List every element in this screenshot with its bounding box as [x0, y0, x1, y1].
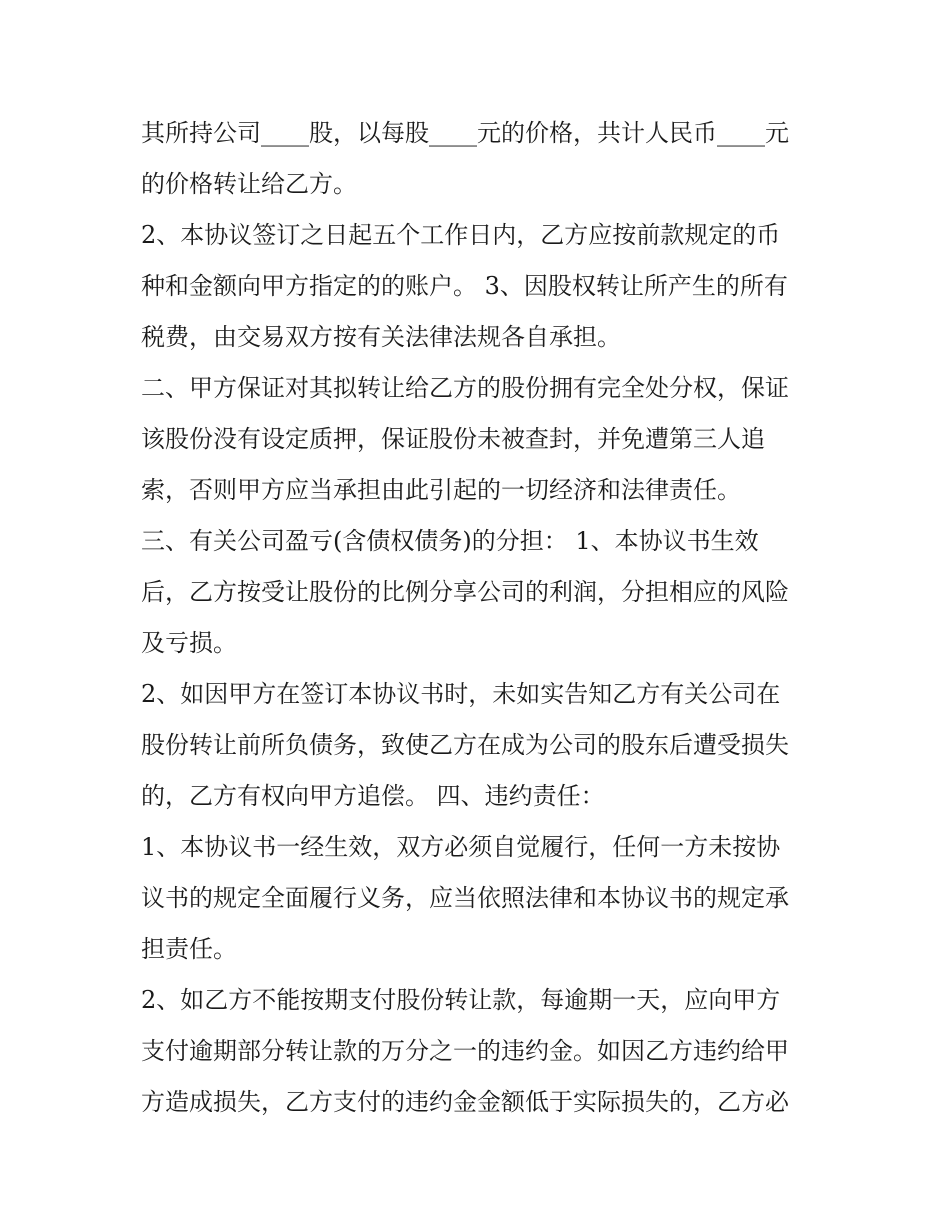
document-body: [141, 108, 821, 1128]
text-line: 的，乙方有权向甲方追偿。 四、违约责任：: [141, 782, 605, 810]
text-line: 担责任。: [141, 935, 237, 963]
text-line: 其所持公司____股，以每股____元的价格，共计人民币____元: [141, 119, 789, 147]
text-line: 2、如乙方不能按期支付股份转让款，每逾期一天，应向甲方: [141, 986, 781, 1014]
text-line: 的价格转让给乙方。: [141, 170, 357, 198]
text-line: 支付逾期部分转让款的万分之一的违约金。如因乙方违约给甲: [141, 1037, 789, 1065]
text-line: 索，否则甲方应当承担由此引起的一切经济和法律责任。: [141, 476, 741, 504]
text-line: 股份转让前所负债务，致使乙方在成为公司的股东后遭受损失: [141, 731, 789, 759]
text-line: 种和金额向甲方指定的的账户。 3、因股权转让所产生的所有: [141, 272, 788, 300]
text-line: 2、本协议签订之日起五个工作日内，乙方应按前款规定的币: [141, 221, 781, 249]
text-line: 及亏损。: [141, 629, 237, 657]
text-line: 二、甲方保证对其拟转让给乙方的股份拥有完全处分权，保证: [141, 374, 789, 402]
text-line: 税费，由交易双方按有关法律法规各自承担。: [141, 323, 621, 351]
text-line: 后，乙方按受让股份的比例分享公司的利润，分担相应的风险: [141, 578, 789, 606]
text-line: 三、有关公司盈亏(含债权债务)的分担： 1、本协议书生效: [141, 527, 759, 555]
text-line: 1、本协议书一经生效，双方必须自觉履行，任何一方未按协: [141, 833, 781, 861]
text-line: 该股份没有设定质押，保证股份未被查封，并免遭第三人追: [141, 425, 765, 453]
text-line: 方造成损失，乙方支付的违约金金额低于实际损失的，乙方必: [141, 1088, 789, 1116]
text-line: 2、如因甲方在签订本协议书时，未如实告知乙方有关公司在: [141, 680, 781, 708]
text-line: 议书的规定全面履行义务，应当依照法律和本协议书的规定承: [141, 884, 789, 912]
